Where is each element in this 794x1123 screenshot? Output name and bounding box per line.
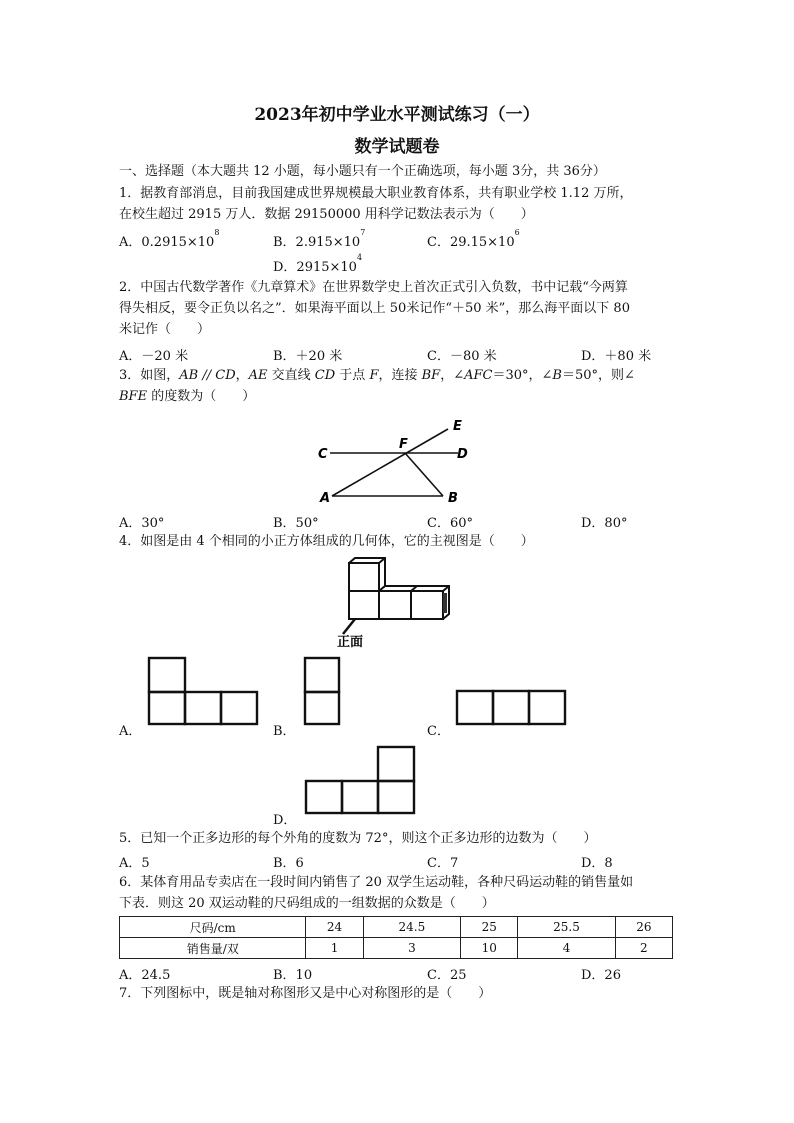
q6-option-c: C．25 [427,968,467,983]
table-cell: 1 [306,938,363,959]
page-subtitle: 数学试题卷 [354,137,440,157]
table-row [120,917,673,938]
q2-line1: 2．中国古代数学著作《九章算术》在世界数学史上首次正式引入负数，书中记载“今两算 [119,280,628,295]
q6-option-d: D．26 [581,968,621,983]
section-header: 一、选择题（本大题共 12 小题，每小题只有一个正确选项，每小题 3分，共 36分） [119,164,606,179]
q1-option-d: D．$2915\times 10^4$ [273,253,363,275]
q2-option-a: A．－20 米 [119,349,189,364]
q2-line3: 米记作（ ） [119,322,211,337]
label-d: D [457,447,468,462]
q3-geometry-figure [300,410,490,510]
q1-line1: 1．据教育部消息，目前我国建成世界规模最大职业教育体系，共有职业学校 1.12 万所， [119,186,633,201]
q4-option-c: C． [427,724,450,739]
q2-option-c: C．－80 米 [427,349,497,364]
q1-option-c: C．$29.15\times 10^6$ [427,228,520,250]
q3-option-c: C．60° [427,516,473,531]
table-cell: 26 [615,917,672,938]
front-label: 正面 [337,635,364,650]
q3-option-d: D．80° [581,516,628,531]
q7-line1: 7．下列图标中，既是轴对称图形又是中心对称图形的是（ ） [119,986,492,1001]
table-cell: 25.5 [518,917,615,938]
q5-line1: 5．已知一个正多边形的每个外角的度数为 72°，则这个正多边形的边数为（ ） [119,831,597,846]
q3-option-b: B．50° [273,516,319,531]
q6-line2: 下表．则这 20 双运动鞋的尺码组成的一组数据的众数是（ ） [119,896,495,911]
label-f: F [399,437,408,452]
q4-figure-a [146,655,262,727]
q3-line2: BFE 的度数为（ ） [119,389,256,404]
q5-option-d: D．8 [581,856,613,871]
q3-line1: 3．如图，AB // CD，AE 交直线 CD 于点 F，连接 BF，∠AFC＝30°，∠B＝50°，则∠ [119,368,635,383]
label-c: C [318,447,328,462]
q2-option-d: D．＋80 米 [581,349,652,364]
q3-option-a: A．30° [119,516,165,531]
table-cell: 3 [363,938,460,959]
q1-line2: 在校生超过 2915 万人．数据 29150000 用科学记数法表示为（ ） [119,207,534,222]
q4-option-b: B． [273,724,296,739]
page-title: 2023年初中学业水平测试练习（一） [254,105,540,125]
q6-line1: 6．某体育用品专卖店在一段时间内销售了 20 双学生运动鞋，各种尺码运动鞋的销售量如 [119,875,634,890]
table-cell: 10 [461,938,518,959]
table-cell: 销售量/双 [120,938,306,959]
table-cell: 2 [615,938,672,959]
q4-figure-b [303,655,343,727]
label-a: A [320,491,331,506]
q6-option-b: B．10 [273,968,313,983]
q5-option-c: C．7 [427,856,459,871]
q4-line1: 4．如图是由 4 个相同的小正方体组成的几何体，它的主视图是（ ） [119,534,534,549]
q5-option-b: B．6 [273,856,304,871]
shoe-size-table [119,916,673,959]
table-cell: 尺码/cm [120,917,306,938]
q6-option-a: A．24.5 [119,968,171,983]
table-cell: 24.5 [363,917,460,938]
table-cell: 25 [461,917,518,938]
q2-option-b: B．＋20 米 [273,349,343,364]
q1-option-b: B．$2.915\times 10^7$ [273,228,366,250]
table-row [120,938,673,959]
label-b: B [448,491,458,506]
table-cell: 4 [518,938,615,959]
label-e: E [453,419,462,434]
q5-option-a: A．5 [119,856,150,871]
q4-cube-figure [335,555,475,650]
q1-option-a: A．$0.2915\times 10^8$ [119,228,220,250]
q4-option-d: D． [273,813,297,828]
q4-option-a: A． [119,724,142,739]
q4-figure-d [303,744,419,816]
table-cell: 24 [306,917,363,938]
q4-figure-c [454,688,570,728]
q2-line2: 得失相反，要令正负以名之”．如果海平面以上 50米记作“＋50 米”，那么海平面以下 80 [119,301,630,316]
